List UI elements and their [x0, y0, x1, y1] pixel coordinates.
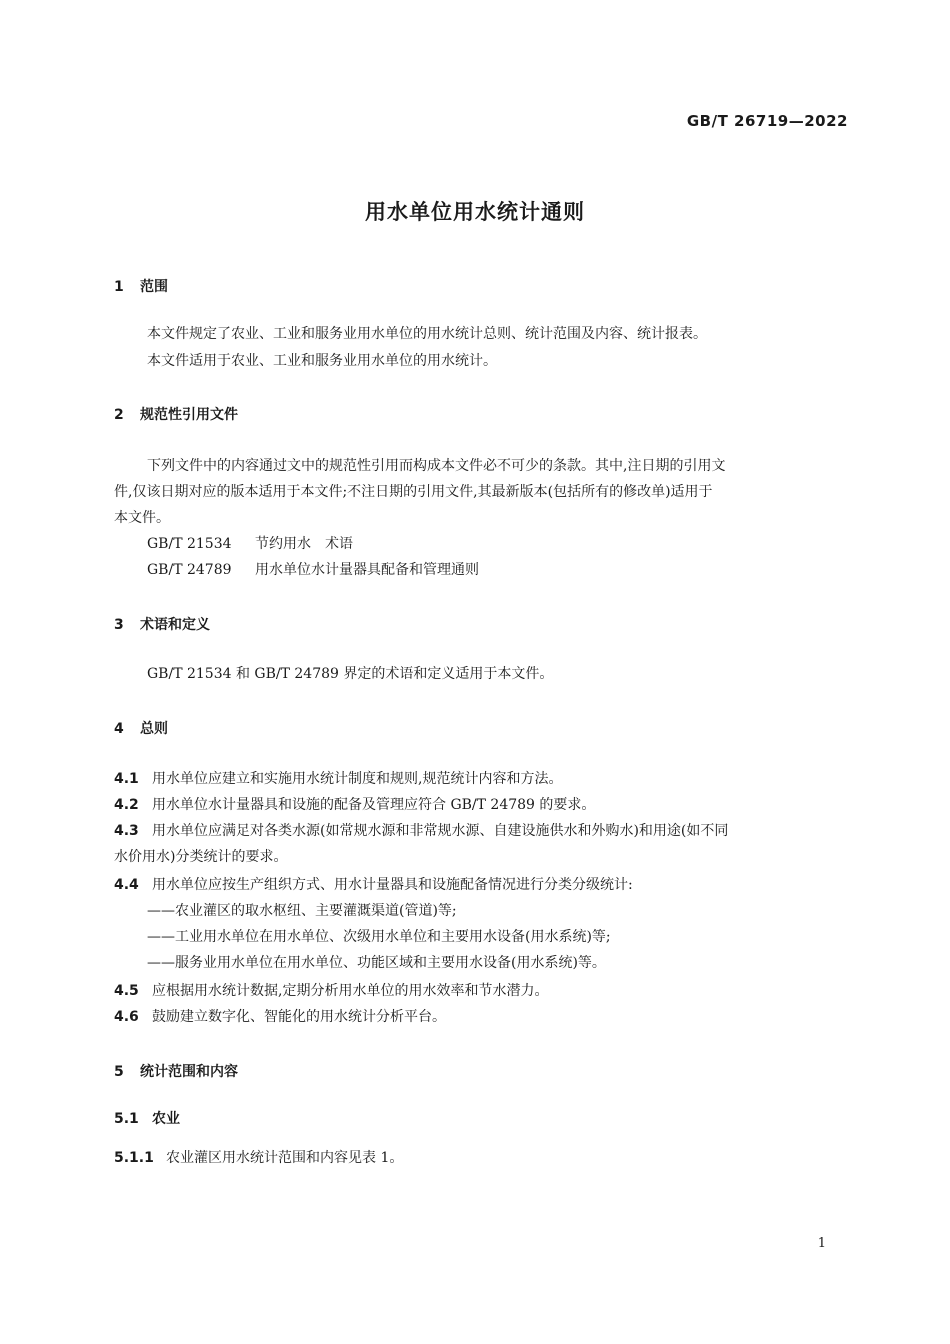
- section-number: 2: [114, 407, 124, 423]
- subsection-title: 农业: [152, 1111, 180, 1127]
- clause-text: 用水单位应按生产组织方式、用水计量器具和设施配备情况进行分类分级统计:: [152, 877, 633, 893]
- dash-list-item: ——服务业用水单位在用水单位、功能区域和主要用水设备(用水系统)等。: [147, 955, 606, 971]
- paragraph-line: 下列文件中的内容通过文中的规范性引用而构成本文件必不可少的条款。其中,注日期的引用文: [147, 458, 726, 474]
- section-title: 范围: [140, 279, 168, 295]
- paragraph: 本文件规定了农业、工业和服务业用水单位的用水统计总则、统计范围及内容、统计报表。: [147, 326, 707, 342]
- subsection-number: 5.1: [114, 1111, 139, 1127]
- clause-number: 4.5: [114, 983, 139, 999]
- clause-text: 鼓励建立数字化、智能化的用水统计分析平台。: [152, 1009, 446, 1025]
- clause-text: 应根据用水统计数据,定期分析用水单位的用水效率和节水潜力。: [152, 983, 549, 999]
- section-2-heading: [114, 404, 238, 424]
- clause-number: 4.4: [114, 877, 139, 893]
- clause-text: 用水单位应满足对各类水源(如常规水源和非常规水源、自建设施供水和外购水)和用途(如不同: [152, 823, 729, 839]
- normative-reference: [147, 531, 353, 557]
- section-number: 4: [114, 721, 124, 737]
- section-number: 3: [114, 617, 124, 633]
- clause-4-5: [114, 978, 548, 1004]
- paragraph-line: 件,仅该日期对应的版本适用于本文件;不注日期的引用文件,其最新版本(包括所有的修改单)适用于: [114, 484, 713, 500]
- paragraph: GB/T 21534 和 GB/T 24789 界定的术语和定义适用于本文件。: [147, 666, 554, 682]
- dash-list-item: ——工业用水单位在用水单位、次级用水单位和主要用水设备(用水系统)等;: [147, 929, 611, 945]
- subsection-5-1-heading: [114, 1108, 180, 1128]
- reference-code: GB/T 21534: [147, 536, 232, 552]
- standard-code: GB/T 26719—2022: [686, 112, 848, 130]
- clause-number: 5.1.1: [114, 1150, 154, 1166]
- section-title: 术语和定义: [140, 617, 210, 633]
- clause-5-1-1: [114, 1145, 403, 1171]
- clause-number: 4.1: [114, 771, 139, 787]
- clause-4-4: [114, 872, 633, 898]
- section-1-heading: [114, 276, 168, 296]
- clause-4-2: [114, 792, 595, 818]
- section-4-heading: [114, 718, 168, 738]
- section-number: 1: [114, 279, 124, 295]
- clause-number: 4.3: [114, 823, 139, 839]
- clause-4-3: [114, 818, 728, 844]
- section-title: 规范性引用文件: [140, 407, 238, 423]
- normative-reference: [147, 557, 479, 583]
- section-3-heading: [114, 614, 210, 634]
- section-number: 5: [114, 1064, 124, 1080]
- reference-title: 用水单位水计量器具配备和管理通则: [255, 562, 479, 578]
- section-title: 统计范围和内容: [140, 1064, 238, 1080]
- clause-4-6: [114, 1004, 446, 1030]
- section-5-heading: [114, 1061, 238, 1081]
- reference-title: 节约用水 术语: [255, 536, 353, 552]
- clause-4-1: [114, 766, 562, 792]
- clause-number: 4.6: [114, 1009, 139, 1025]
- document-title: 用水单位用水统计通则: [365, 200, 585, 224]
- paragraph: 本文件适用于农业、工业和服务业用水单位的用水统计。: [147, 353, 497, 369]
- reference-code: GB/T 24789: [147, 562, 232, 578]
- clause-continuation: 水价用水)分类统计的要求。: [114, 849, 288, 865]
- clause-text: 用水单位水计量器具和设施的配备及管理应符合 GB/T 24789 的要求。: [152, 797, 596, 813]
- clause-number: 4.2: [114, 797, 139, 813]
- page-number: 1: [817, 1236, 826, 1251]
- dash-list-item: ——农业灌区的取水枢纽、主要灌溉渠道(管道)等;: [147, 903, 457, 919]
- section-title: 总则: [140, 721, 168, 737]
- paragraph-line: 本文件。: [114, 510, 170, 526]
- clause-text: 用水单位应建立和实施用水统计制度和规则,规范统计内容和方法。: [152, 771, 563, 787]
- clause-text: 农业灌区用水统计范围和内容见表 1。: [166, 1150, 404, 1166]
